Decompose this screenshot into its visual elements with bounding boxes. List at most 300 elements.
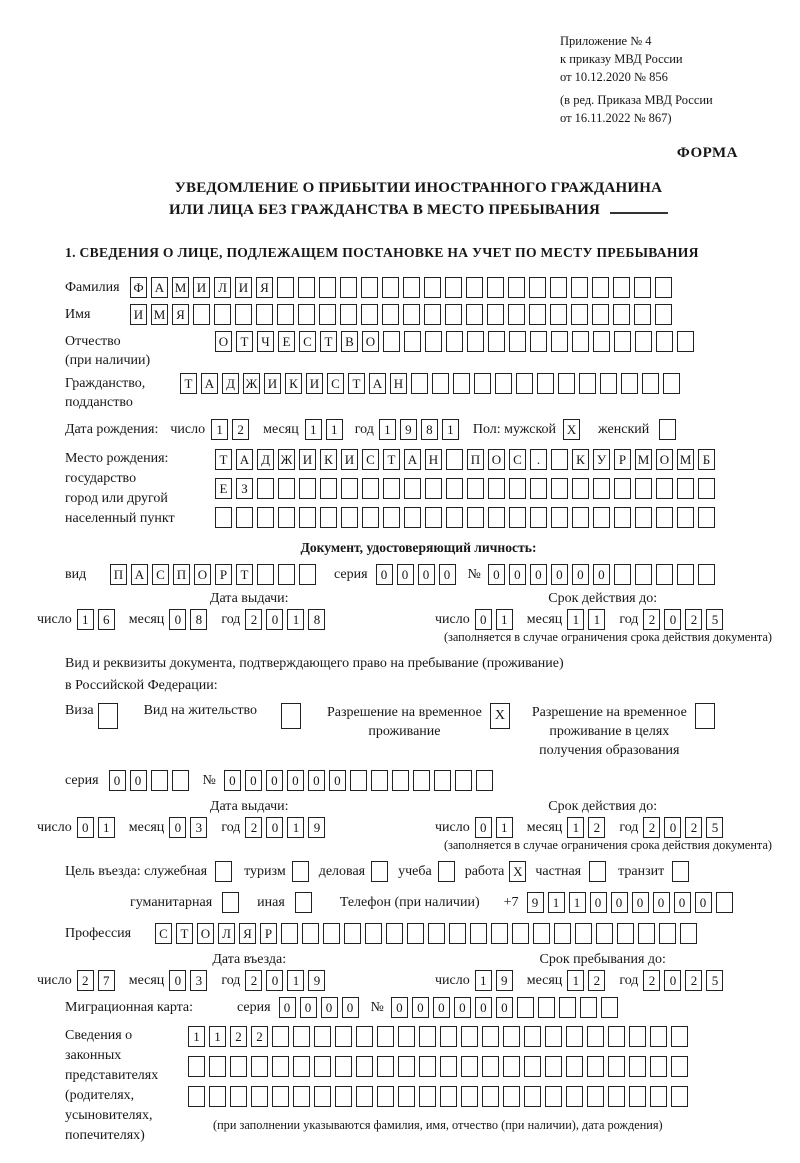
char-box[interactable] — [404, 331, 421, 352]
char-box[interactable]: С — [362, 449, 379, 470]
char-box[interactable]: 0 — [287, 770, 304, 791]
char-box[interactable] — [650, 1056, 667, 1077]
char-box[interactable] — [341, 507, 358, 528]
char-box[interactable]: 0 — [266, 817, 283, 838]
char-box[interactable] — [356, 1086, 373, 1107]
char-box[interactable] — [600, 373, 617, 394]
char-box[interactable] — [356, 1056, 373, 1077]
char-box[interactable]: И — [235, 277, 252, 298]
char-box[interactable] — [617, 923, 634, 944]
char-box[interactable]: 1 — [211, 419, 228, 440]
char-box[interactable]: Д — [222, 373, 239, 394]
char-box[interactable]: 0 — [454, 997, 471, 1018]
char-box[interactable] — [356, 1026, 373, 1047]
char-box[interactable] — [230, 1086, 247, 1107]
char-box[interactable] — [716, 892, 733, 913]
char-box[interactable] — [398, 1056, 415, 1077]
char-box[interactable] — [671, 1056, 688, 1077]
char-box[interactable] — [314, 1026, 331, 1047]
char-box[interactable]: 0 — [397, 564, 414, 585]
char-box[interactable]: 0 — [266, 970, 283, 991]
char-box[interactable] — [341, 478, 358, 499]
char-box[interactable] — [656, 564, 673, 585]
char-box[interactable] — [671, 1086, 688, 1107]
char-box[interactable] — [488, 331, 505, 352]
char-box[interactable] — [650, 1086, 667, 1107]
char-box[interactable]: Я — [172, 304, 189, 325]
char-box[interactable]: 9 — [496, 970, 513, 991]
char-box[interactable] — [579, 373, 596, 394]
char-box[interactable] — [608, 1026, 625, 1047]
char-box[interactable] — [314, 1056, 331, 1077]
char-box[interactable]: 1 — [77, 609, 94, 630]
char-box[interactable] — [572, 478, 589, 499]
char-box[interactable] — [677, 507, 694, 528]
char-box[interactable] — [377, 1086, 394, 1107]
char-box[interactable]: С — [299, 331, 316, 352]
char-box[interactable] — [587, 1086, 604, 1107]
char-box[interactable] — [298, 277, 315, 298]
char-box[interactable] — [299, 478, 316, 499]
char-box[interactable] — [404, 507, 421, 528]
char-box[interactable] — [551, 331, 568, 352]
char-box[interactable]: 1 — [496, 609, 513, 630]
char-box[interactable] — [98, 703, 118, 729]
char-box[interactable] — [383, 478, 400, 499]
char-box[interactable]: 0 — [664, 817, 681, 838]
char-box[interactable] — [361, 304, 378, 325]
char-box[interactable] — [362, 507, 379, 528]
char-box[interactable] — [559, 997, 576, 1018]
char-box[interactable] — [635, 478, 652, 499]
char-box[interactable] — [344, 923, 361, 944]
char-box[interactable]: Ж — [278, 449, 295, 470]
char-box[interactable] — [524, 1056, 541, 1077]
char-box[interactable] — [446, 331, 463, 352]
char-box[interactable]: П — [110, 564, 127, 585]
char-box[interactable] — [629, 1086, 646, 1107]
char-box[interactable] — [614, 507, 631, 528]
char-box[interactable]: 1 — [588, 609, 605, 630]
char-box[interactable] — [398, 1026, 415, 1047]
char-box[interactable] — [677, 331, 694, 352]
char-box[interactable] — [188, 1086, 205, 1107]
char-box[interactable] — [230, 1056, 247, 1077]
char-box[interactable] — [277, 304, 294, 325]
char-box[interactable] — [235, 304, 252, 325]
char-box[interactable] — [350, 770, 367, 791]
char-box[interactable] — [461, 1086, 478, 1107]
char-box[interactable] — [671, 1026, 688, 1047]
char-box[interactable]: 5 — [706, 970, 723, 991]
char-box[interactable]: 0 — [475, 609, 492, 630]
char-box[interactable] — [529, 277, 546, 298]
char-box[interactable] — [466, 277, 483, 298]
char-box[interactable]: 1 — [475, 970, 492, 991]
char-box[interactable] — [550, 304, 567, 325]
char-box[interactable]: 1 — [287, 609, 304, 630]
char-box[interactable] — [621, 373, 638, 394]
char-box[interactable]: 0 — [329, 770, 346, 791]
char-box[interactable] — [550, 277, 567, 298]
char-box[interactable]: 1 — [567, 817, 584, 838]
char-box[interactable]: П — [467, 449, 484, 470]
char-box[interactable] — [293, 1056, 310, 1077]
char-box[interactable] — [335, 1056, 352, 1077]
char-box[interactable] — [551, 478, 568, 499]
char-box[interactable] — [320, 507, 337, 528]
char-box[interactable] — [272, 1086, 289, 1107]
char-box[interactable]: Ж — [243, 373, 260, 394]
char-box[interactable] — [524, 1086, 541, 1107]
char-box[interactable] — [361, 277, 378, 298]
char-box[interactable] — [251, 1086, 268, 1107]
char-box[interactable] — [677, 478, 694, 499]
char-box[interactable]: 0 — [169, 609, 186, 630]
char-box[interactable]: 2 — [251, 1026, 268, 1047]
char-box[interactable]: И — [130, 304, 147, 325]
char-box[interactable]: 1 — [548, 892, 565, 913]
char-box[interactable] — [571, 277, 588, 298]
char-box[interactable] — [655, 277, 672, 298]
char-box[interactable]: Р — [215, 564, 232, 585]
char-box[interactable] — [440, 1086, 457, 1107]
char-box[interactable] — [340, 304, 357, 325]
char-box[interactable] — [614, 478, 631, 499]
char-box[interactable]: 9 — [400, 419, 417, 440]
char-box[interactable]: Т — [176, 923, 193, 944]
char-box[interactable] — [377, 1026, 394, 1047]
char-box[interactable] — [589, 861, 606, 882]
char-box[interactable]: 9 — [527, 892, 544, 913]
char-box[interactable]: 3 — [190, 970, 207, 991]
char-box[interactable] — [257, 507, 274, 528]
char-box[interactable]: О — [488, 449, 505, 470]
char-box[interactable] — [278, 507, 295, 528]
char-box[interactable] — [488, 507, 505, 528]
char-box[interactable] — [487, 277, 504, 298]
char-box[interactable] — [278, 564, 295, 585]
char-box[interactable]: О — [194, 564, 211, 585]
char-box[interactable]: Ф — [130, 277, 147, 298]
char-box[interactable]: 2 — [685, 970, 702, 991]
char-box[interactable] — [695, 703, 715, 729]
char-box[interactable] — [487, 304, 504, 325]
char-box[interactable] — [428, 923, 445, 944]
char-box[interactable] — [272, 1026, 289, 1047]
char-box[interactable] — [215, 861, 232, 882]
char-box[interactable] — [566, 1056, 583, 1077]
char-box[interactable]: К — [320, 449, 337, 470]
char-box[interactable]: 2 — [245, 609, 262, 630]
char-box[interactable] — [613, 277, 630, 298]
char-box[interactable] — [424, 304, 441, 325]
char-box[interactable] — [580, 997, 597, 1018]
char-box[interactable]: 2 — [245, 817, 262, 838]
char-box[interactable]: 0 — [674, 892, 691, 913]
char-box[interactable] — [382, 277, 399, 298]
char-box[interactable] — [365, 923, 382, 944]
char-box[interactable] — [482, 1056, 499, 1077]
char-box[interactable]: Я — [239, 923, 256, 944]
char-box[interactable]: 0 — [130, 770, 147, 791]
char-box[interactable] — [455, 770, 472, 791]
char-box[interactable]: 0 — [664, 970, 681, 991]
char-box[interactable] — [323, 923, 340, 944]
char-box[interactable] — [650, 1026, 667, 1047]
char-box[interactable]: 5 — [706, 609, 723, 630]
char-box[interactable] — [403, 277, 420, 298]
char-box[interactable]: Т — [383, 449, 400, 470]
char-box[interactable]: X — [490, 703, 510, 729]
char-box[interactable] — [554, 923, 571, 944]
char-box[interactable] — [503, 1056, 520, 1077]
char-box[interactable]: 0 — [572, 564, 589, 585]
char-box[interactable] — [425, 331, 442, 352]
char-box[interactable] — [251, 1056, 268, 1077]
char-box[interactable] — [677, 564, 694, 585]
char-box[interactable] — [533, 923, 550, 944]
char-box[interactable] — [209, 1086, 226, 1107]
char-box[interactable] — [419, 1086, 436, 1107]
char-box[interactable]: Н — [390, 373, 407, 394]
char-box[interactable] — [601, 997, 618, 1018]
char-box[interactable] — [698, 507, 715, 528]
char-box[interactable] — [398, 1086, 415, 1107]
char-box[interactable] — [445, 277, 462, 298]
char-box[interactable] — [592, 277, 609, 298]
char-box[interactable]: 0 — [308, 770, 325, 791]
char-box[interactable]: 0 — [224, 770, 241, 791]
char-box[interactable] — [425, 478, 442, 499]
char-box[interactable]: 0 — [475, 997, 492, 1018]
char-box[interactable]: И — [299, 449, 316, 470]
char-box[interactable] — [383, 331, 400, 352]
char-box[interactable]: А — [131, 564, 148, 585]
char-box[interactable] — [634, 304, 651, 325]
char-box[interactable]: С — [327, 373, 344, 394]
char-box[interactable]: 0 — [439, 564, 456, 585]
char-box[interactable] — [587, 1026, 604, 1047]
char-box[interactable] — [299, 564, 316, 585]
char-box[interactable] — [516, 373, 533, 394]
char-box[interactable]: О — [656, 449, 673, 470]
char-box[interactable]: Т — [215, 449, 232, 470]
char-box[interactable]: 0 — [169, 817, 186, 838]
char-box[interactable]: 9 — [308, 817, 325, 838]
char-box[interactable] — [467, 507, 484, 528]
char-box[interactable] — [277, 277, 294, 298]
char-box[interactable] — [608, 1086, 625, 1107]
char-box[interactable] — [193, 304, 210, 325]
char-box[interactable] — [614, 564, 631, 585]
char-box[interactable]: Д — [257, 449, 274, 470]
char-box[interactable]: 6 — [98, 609, 115, 630]
char-box[interactable]: Л — [218, 923, 235, 944]
char-box[interactable] — [482, 1026, 499, 1047]
char-box[interactable]: 2 — [588, 817, 605, 838]
char-box[interactable]: 0 — [551, 564, 568, 585]
char-box[interactable]: 2 — [245, 970, 262, 991]
char-box[interactable] — [656, 478, 673, 499]
char-box[interactable] — [440, 1026, 457, 1047]
char-box[interactable]: Т — [236, 331, 253, 352]
char-box[interactable]: О — [197, 923, 214, 944]
char-box[interactable]: 1 — [287, 817, 304, 838]
char-box[interactable] — [551, 449, 568, 470]
char-box[interactable]: И — [193, 277, 210, 298]
char-box[interactable]: 8 — [308, 609, 325, 630]
char-box[interactable]: Ч — [257, 331, 274, 352]
char-box[interactable]: М — [635, 449, 652, 470]
char-box[interactable] — [257, 478, 274, 499]
char-box[interactable]: 0 — [342, 997, 359, 1018]
char-box[interactable]: Е — [278, 331, 295, 352]
char-box[interactable] — [587, 1056, 604, 1077]
char-box[interactable]: 0 — [590, 892, 607, 913]
char-box[interactable]: 0 — [593, 564, 610, 585]
char-box[interactable] — [596, 923, 613, 944]
char-box[interactable] — [172, 770, 189, 791]
char-box[interactable] — [411, 373, 428, 394]
char-box[interactable]: А — [404, 449, 421, 470]
char-box[interactable] — [659, 419, 676, 440]
char-box[interactable] — [386, 923, 403, 944]
char-box[interactable]: З — [236, 478, 253, 499]
char-box[interactable]: 7 — [98, 970, 115, 991]
char-box[interactable] — [281, 923, 298, 944]
char-box[interactable]: 1 — [496, 817, 513, 838]
char-box[interactable] — [545, 1056, 562, 1077]
char-box[interactable]: Л — [214, 277, 231, 298]
char-box[interactable] — [302, 923, 319, 944]
char-box[interactable]: К — [572, 449, 589, 470]
char-box[interactable]: 1 — [98, 817, 115, 838]
char-box[interactable]: 0 — [695, 892, 712, 913]
char-box[interactable]: 2 — [643, 609, 660, 630]
char-box[interactable]: 0 — [611, 892, 628, 913]
char-box[interactable]: 2 — [230, 1026, 247, 1047]
char-box[interactable] — [314, 1086, 331, 1107]
char-box[interactable]: 0 — [496, 997, 513, 1018]
char-box[interactable] — [545, 1026, 562, 1047]
char-box[interactable] — [292, 861, 309, 882]
char-box[interactable] — [438, 861, 455, 882]
char-box[interactable] — [656, 331, 673, 352]
char-box[interactable] — [467, 478, 484, 499]
char-box[interactable] — [371, 770, 388, 791]
char-box[interactable] — [383, 507, 400, 528]
char-box[interactable] — [272, 1056, 289, 1077]
char-box[interactable] — [663, 373, 680, 394]
char-box[interactable] — [551, 507, 568, 528]
char-box[interactable]: И — [341, 449, 358, 470]
char-box[interactable] — [608, 1056, 625, 1077]
char-box[interactable] — [613, 304, 630, 325]
char-box[interactable]: Р — [614, 449, 631, 470]
char-box[interactable] — [404, 478, 421, 499]
char-box[interactable] — [209, 1056, 226, 1077]
char-box[interactable] — [488, 478, 505, 499]
char-box[interactable] — [319, 304, 336, 325]
char-box[interactable]: 1 — [326, 419, 343, 440]
char-box[interactable] — [335, 1086, 352, 1107]
char-box[interactable]: 8 — [421, 419, 438, 440]
char-box[interactable]: В — [341, 331, 358, 352]
char-box[interactable] — [466, 304, 483, 325]
char-box[interactable]: 0 — [376, 564, 393, 585]
char-box[interactable]: А — [369, 373, 386, 394]
char-box[interactable] — [445, 304, 462, 325]
char-box[interactable]: 2 — [643, 817, 660, 838]
char-box[interactable]: 9 — [308, 970, 325, 991]
char-box[interactable] — [530, 478, 547, 499]
char-box[interactable]: 0 — [632, 892, 649, 913]
char-box[interactable] — [298, 304, 315, 325]
char-box[interactable] — [634, 277, 651, 298]
char-box[interactable] — [517, 997, 534, 1018]
char-box[interactable] — [419, 1056, 436, 1077]
char-box[interactable]: X — [509, 861, 526, 882]
char-box[interactable] — [538, 997, 555, 1018]
char-box[interactable] — [635, 331, 652, 352]
char-box[interactable] — [572, 507, 589, 528]
char-box[interactable] — [503, 1086, 520, 1107]
char-box[interactable]: С — [155, 923, 172, 944]
char-box[interactable] — [446, 507, 463, 528]
char-box[interactable]: 1 — [305, 419, 322, 440]
char-box[interactable]: 1 — [567, 609, 584, 630]
char-box[interactable]: 0 — [475, 817, 492, 838]
char-box[interactable]: 0 — [321, 997, 338, 1018]
char-box[interactable]: X — [563, 419, 580, 440]
char-box[interactable]: 0 — [266, 609, 283, 630]
char-box[interactable]: 0 — [245, 770, 262, 791]
char-box[interactable]: 8 — [190, 609, 207, 630]
char-box[interactable]: 2 — [685, 609, 702, 630]
char-box[interactable]: И — [264, 373, 281, 394]
char-box[interactable] — [371, 861, 388, 882]
char-box[interactable] — [571, 304, 588, 325]
char-box[interactable]: М — [151, 304, 168, 325]
char-box[interactable] — [482, 1086, 499, 1107]
char-box[interactable]: М — [172, 277, 189, 298]
char-box[interactable] — [642, 373, 659, 394]
char-box[interactable]: 0 — [418, 564, 435, 585]
char-box[interactable]: 0 — [664, 609, 681, 630]
char-box[interactable] — [461, 1026, 478, 1047]
char-box[interactable]: Е — [215, 478, 232, 499]
char-box[interactable]: . — [530, 449, 547, 470]
char-box[interactable] — [419, 1026, 436, 1047]
char-box[interactable] — [509, 331, 526, 352]
char-box[interactable] — [572, 331, 589, 352]
char-box[interactable]: О — [215, 331, 232, 352]
char-box[interactable] — [566, 1086, 583, 1107]
char-box[interactable] — [432, 373, 449, 394]
char-box[interactable]: 1 — [287, 970, 304, 991]
char-box[interactable]: Т — [236, 564, 253, 585]
char-box[interactable] — [188, 1056, 205, 1077]
char-box[interactable] — [629, 1026, 646, 1047]
char-box[interactable]: 0 — [530, 564, 547, 585]
char-box[interactable]: 0 — [412, 997, 429, 1018]
char-box[interactable]: 1 — [188, 1026, 205, 1047]
char-box[interactable]: О — [362, 331, 379, 352]
char-box[interactable]: 0 — [488, 564, 505, 585]
char-box[interactable]: И — [306, 373, 323, 394]
char-box[interactable] — [659, 923, 676, 944]
